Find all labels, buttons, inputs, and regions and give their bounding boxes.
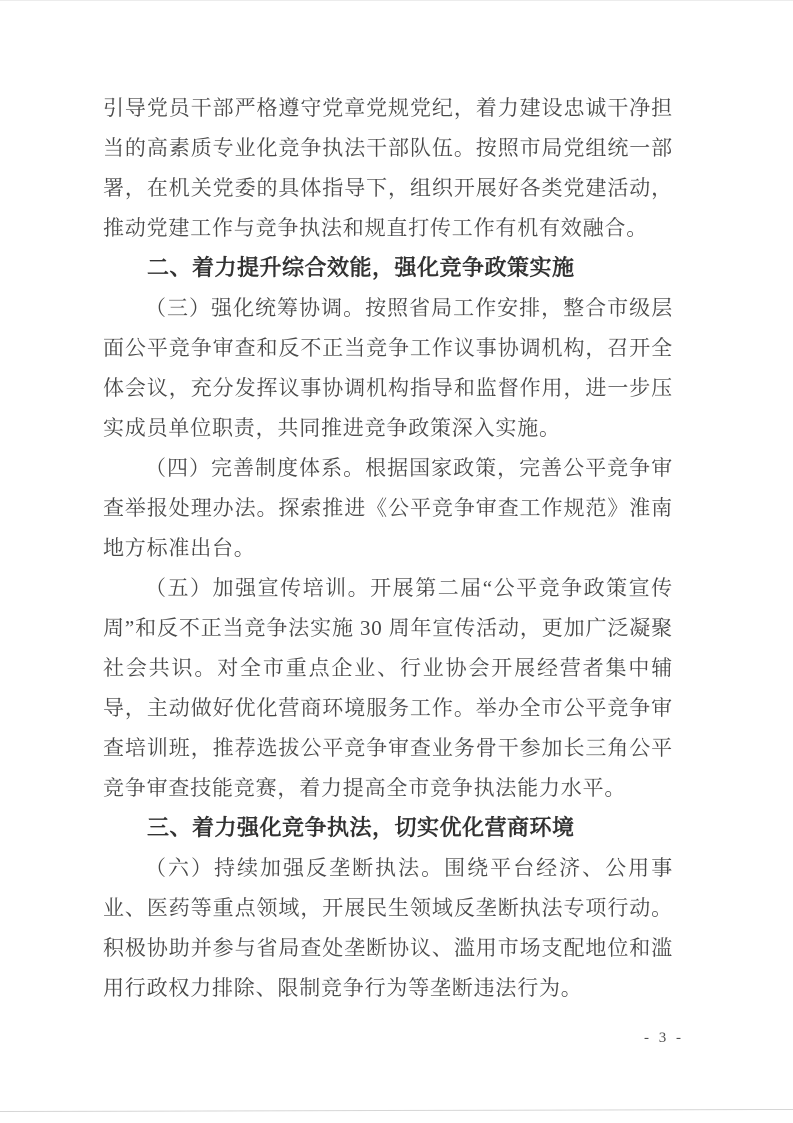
paragraph-item-four: （四）完善制度体系。根据国家政策，完善公平竞争审查举报处理办法。探索推进《公平竞争审查工作规范》淮南地方标准出台。 [103,456,673,560]
paragraph-item-five: （五）加强宣传培训。开展第二届“公平竞争政策宣传周”和反不正当竞争法实施 30 周年宣传活动，更加广泛凝聚社会共识。对全市重点企业、行业协会开展经营者集中辅导，主动做好优化营商环境服务工作。举办全市公平竞争审查培训班，推荐选拔公平竞争审查业务骨干参加长三角公平竞争审查技能竞赛，着力提高全市竞争执法能力水平。 [103,576,673,800]
section-heading-three: 三、着力强化竞争执法，切实优化营商环境 [147,815,575,840]
document-body [103,88,673,1008]
paragraph-item-three: （三）强化统筹协调。按照省局工作安排，整合市级层面公平竞争审查和反不正当竞争工作议事协调机构，召开全体会议，充分发挥议事协调机构指导和监督作用，进一步压实成员单位职责，共同推进竞争政策深入实施。 [103,296,673,440]
paragraph-item-six: （六）持续加强反垄断执法。围绕平台经济、公用事业、医药等重点领域，开展民生领域反垄断执法专项行动。积极协助并参与省局查处垄断协议、滥用市场支配地位和滥用行政权力排除、限制竞争行为等垄断违法行为。 [103,856,673,1000]
scan-top-edge-artifact [0,0,793,1]
section-heading-two: 二、着力提升综合效能，强化竞争政策实施 [147,255,575,280]
page-number: - 3 - [644,1030,684,1046]
paragraph-continuation: 引导党员干部严格遵守党章党规党纪，着力建设忠诚干净担当的高素质专业化竞争执法干部队伍。按照市局党组统一部署，在机关党委的具体指导下，组织开展好各类党建活动，推动党建工作与竞争执法和规直打传工作有机有效融合。 [103,96,673,240]
scan-bottom-line-artifact [0,1109,793,1112]
